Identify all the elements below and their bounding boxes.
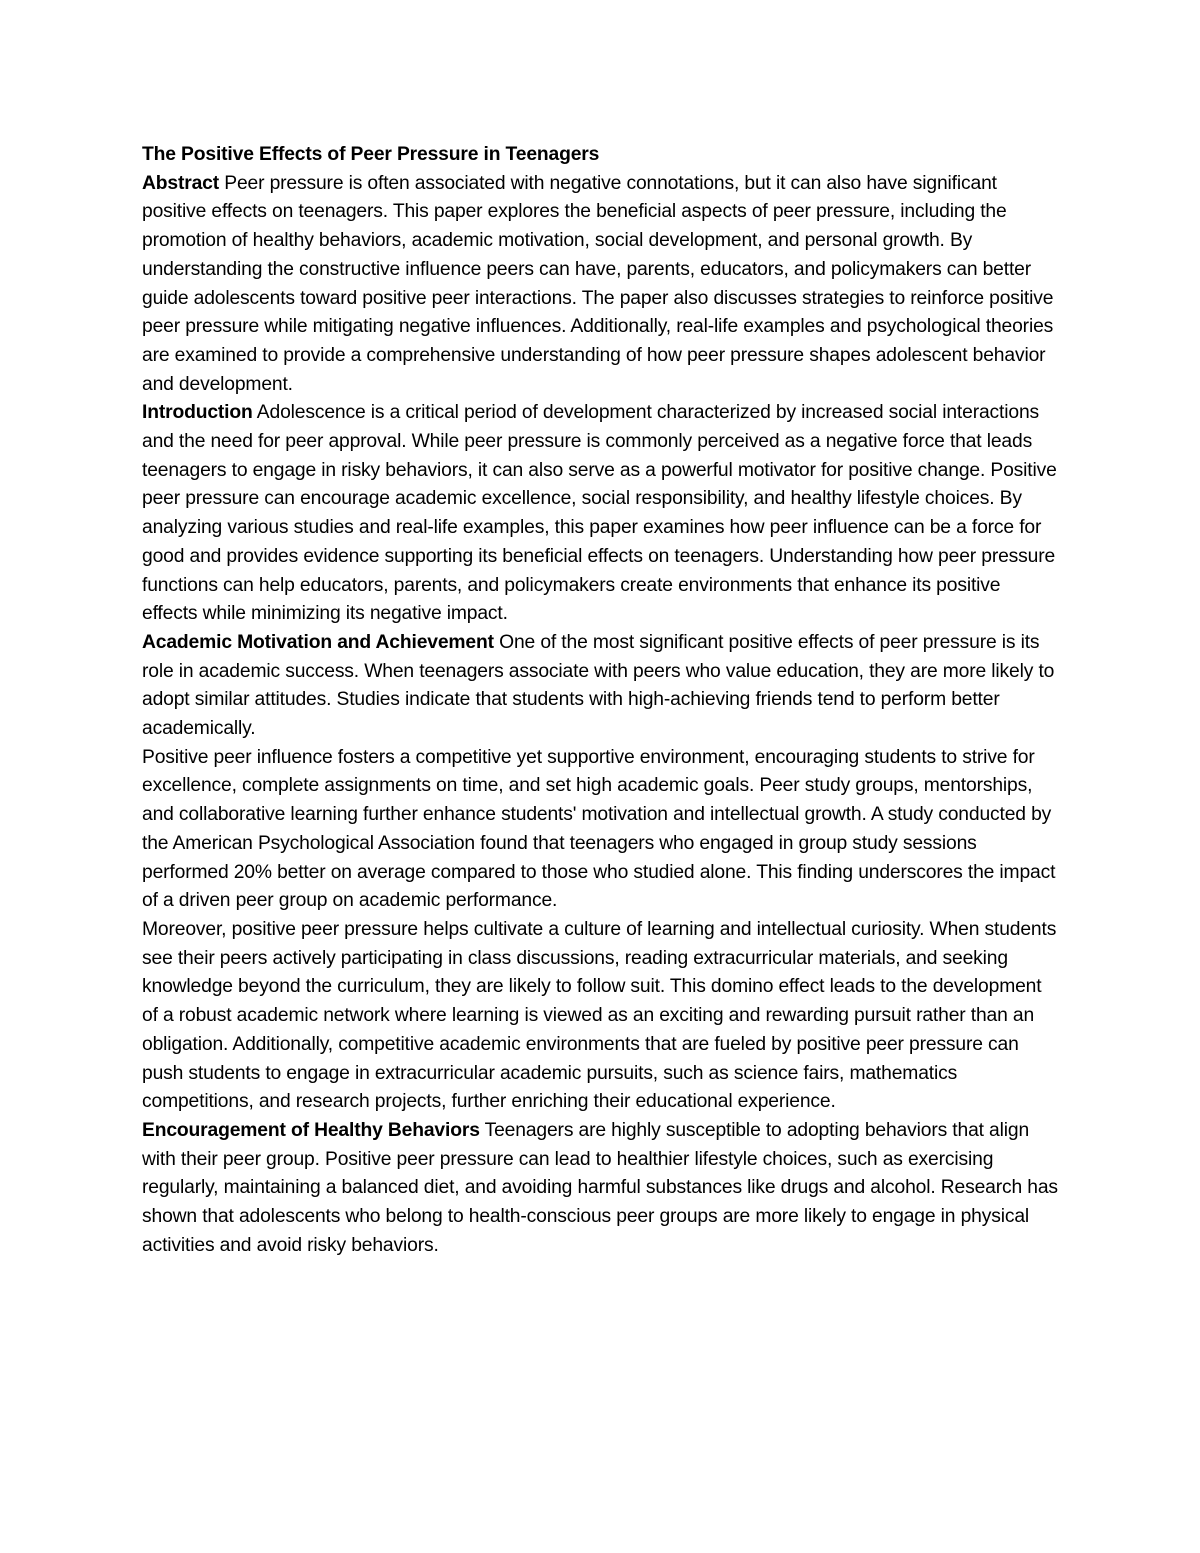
healthy-behaviors-paragraph (142, 1117, 1060, 1261)
healthy-behaviors-text: Teenagers are highly susceptible to adopting behaviors that align with their peer group. Positive peer pressure can lead to healthier lifestyle choices, such as exercising regularly, maintaining a balanced diet, and avoiding harmful substances like drugs and alcohol. Research has shown that adolescents who belong to health-conscious peer groups are more likely to engage in physical activities and avoid risky behaviors. (142, 1119, 1058, 1256)
document-title: The Positive Effects of Peer Pressure in Teenagers (142, 144, 600, 165)
abstract-text: Peer pressure is often associated with negative connotations, but it can also have significant positive effects on teenagers. This paper explores the beneficial aspects of peer pressure, including the promotion of healthy behaviors, academic motivation, social development, and personal growth. By understanding the constructive influence peers can have, parents, educators, and policymakers can better guide adolescents toward positive peer interactions. The paper also discusses strategies to reinforce positive peer pressure while mitigating negative influences. Additionally, real-life examples and psychological theories are examined to provide a comprehensive understanding of how peer pressure shapes adolescent behavior and development. (142, 172, 1054, 395)
academic-heading: Academic Motivation and Achievement (142, 631, 494, 653)
document-page (142, 141, 1060, 1260)
introduction-paragraph (142, 399, 1060, 629)
introduction-text: Adolescence is a critical period of development characterized by increased social interactions and the need for peer approval. While peer pressure is commonly perceived as a negative force that leads teenagers to engage in risky behaviors, it can also serve as a powerful motivator for positive change. Positive peer pressure can encourage academic excellence, social responsibility, and healthy lifestyle choices. By analyzing various studies and real-life examples, this paper examines how peer influence can be a force for good and provides evidence supporting its beneficial effects on teenagers. Understanding how peer pressure functions can help educators, parents, and policymakers create environments that enhance its positive effects while minimizing its negative impact. (142, 402, 1057, 625)
healthy-behaviors-heading: Encouragement of Healthy Behaviors (142, 1119, 480, 1141)
academic-text: One of the most significant positive effects of peer pressure is its role in academic success. When teenagers associate with peers who value education, they are more likely to adopt similar attitudes. Studies indicate that students with high-achieving friends tend to perform better academically. (142, 631, 1055, 740)
academic-paragraph-2: Positive peer influence fosters a competitive yet supportive environment, encouraging students to strive for excellence, complete assignments on time, and set high academic goals. Peer study groups, mentorships, and collaborative learning further enhance students' motivation and intellectual growth. A study conducted by the American Psychological Association found that teenagers who engaged in group study sessions performed 20% better on average compared to those who studied alone. This finding underscores the impact of a driven peer group on academic performance. (142, 746, 1056, 912)
abstract-heading: Abstract (142, 172, 220, 194)
academic-paragraph (142, 629, 1060, 744)
abstract-paragraph (142, 170, 1060, 400)
introduction-heading: Introduction (142, 402, 253, 424)
academic-paragraph-3: Moreover, positive peer pressure helps cultivate a culture of learning and intellectual curiosity. When students see their peers actively participating in class discussions, reading extracurricular materials, and seeking knowledge beyond the curriculum, they are likely to follow suit. This domino effect leads to the development of a robust academic network where learning is viewed as an exciting and rewarding pursuit rather than an obligation. Additionally, competitive academic environments that are fueled by positive peer pressure can push students to engage in extracurricular academic pursuits, such as science fairs, mathematics competitions, and research projects, further enriching their educational experience. (142, 918, 1057, 1113)
